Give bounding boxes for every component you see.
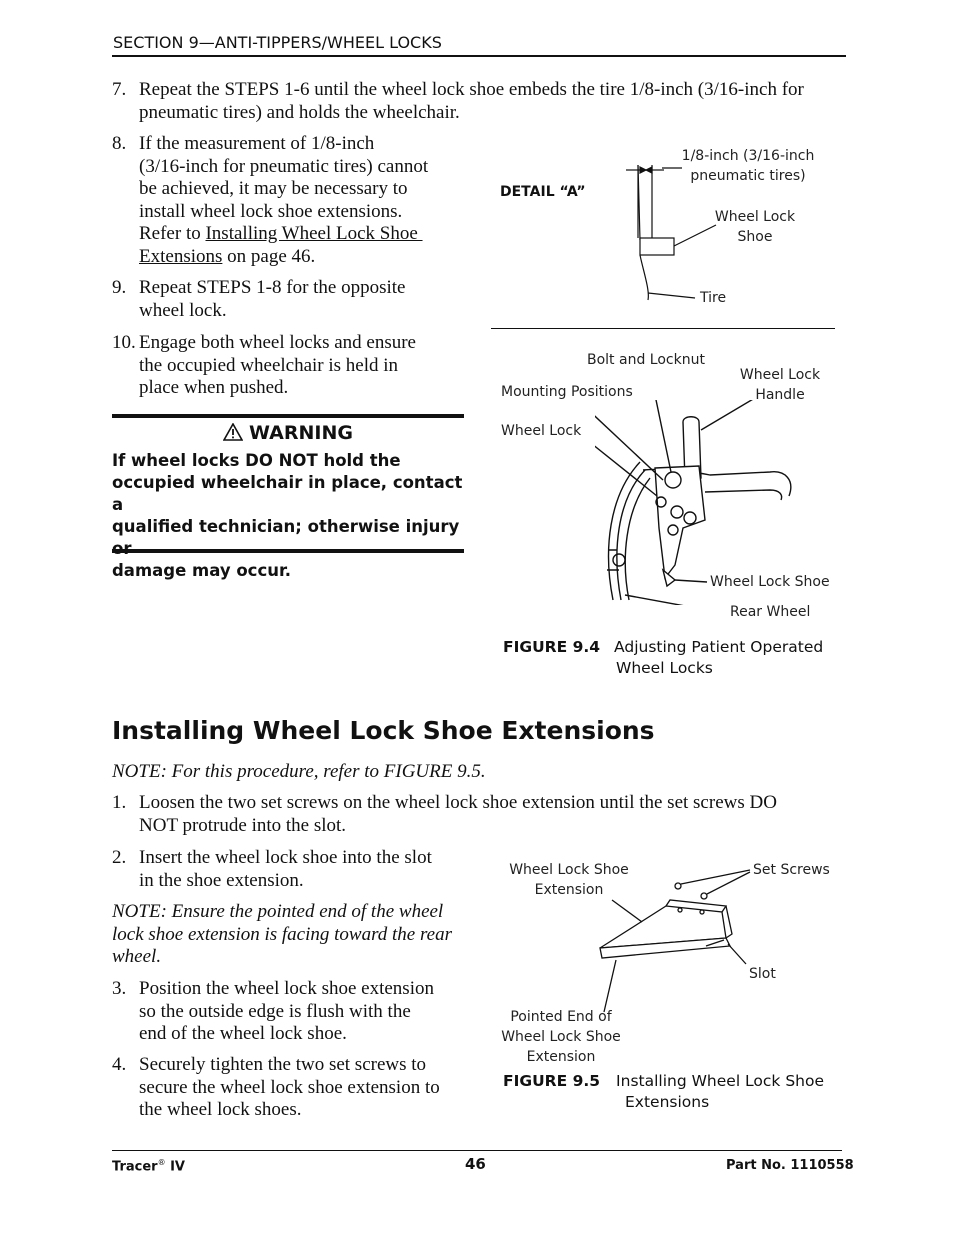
warning-body: If wheel locks DO NOT hold the occupied wheelchair in place, contact a qualified technician; otherwise injury damage may occur. (112, 451, 463, 580)
detail-tire-label: Tire (700, 290, 727, 306)
install-step-3: 3. Position the wheel lock shoe extension so the outside edge is flush with the end of the wheel lock shoe. (112, 978, 434, 1044)
figure-9-4-caption: FIGURE 9.4 Adjusting Patient Operated Wheel Locks (503, 638, 824, 677)
detail-a-title: DETAIL “A” (500, 184, 586, 200)
part-number: Part No. 1110558 (726, 1158, 854, 1173)
install-step-2: 2. Insert the wheel lock shoe into the slot in the shoe extension. (112, 847, 432, 891)
wheel-lock-shoe-label: Wheel Lock Shoe (710, 574, 830, 590)
page-number: 46 (465, 1155, 486, 1173)
warning-triangle-icon (223, 423, 243, 441)
section-title: Installing Wheel Lock Shoe Extensions (112, 716, 655, 745)
footer-product: Tracer® IV (112, 1158, 185, 1175)
warning-bottom-rule (112, 549, 464, 553)
step-8: 8. If the measurement of 1/8-inch (3/16-inch for pneumatic tires) cannot be achieved, it may be necessary to install wheel lock shoe extensions. Refer to Installing Wheel Lock Shoe Extensions on page 46. (112, 133, 429, 267)
wheel-lock-label: Wheel Lock (501, 423, 582, 439)
step-10: 10. Engage both wheel locks and ensure the occupied wheelchair is held in place when pushed. (112, 332, 416, 398)
footer-rule (112, 1150, 842, 1151)
wheel-lock-handle-label: Wheel Lock Handle (739, 367, 821, 403)
figure-9-5-caption: FIGURE 9.5 Installing Wheel Lock Shoe Extensions (503, 1072, 825, 1111)
bolt-locknut-label: Bolt and Locknut (587, 352, 705, 368)
section-header: SECTION 9—ANTI-TIPPERS/WHEEL LOCKS (113, 33, 442, 52)
set-screws-label: Set Screws (753, 862, 830, 878)
step-7: 7. Repeat the STEPS 1-6 until the wheel lock shoe embeds the tire 1/8-inch (3/16-inch for pneumatic tires) and holds the wheelchair. (112, 79, 804, 123)
warning-top-rule (112, 414, 464, 418)
installing-extensions-link[interactable]: Installing Wheel Lock Shoe (205, 223, 423, 244)
step-9: 9. Repeat STEPS 1-8 for the opposite wheel lock. (112, 277, 406, 321)
detail-shoe-label: Wheel Lock Shoe (714, 209, 796, 245)
mounting-positions-label: Mounting Positions (501, 384, 633, 400)
detail-divider (491, 328, 835, 329)
detail-measure-label: 1/8-inch (3/16-inch pneumatic tires) (681, 148, 815, 184)
extension-label: Wheel Lock Shoe Extension (509, 862, 629, 898)
slot-label: Slot (749, 966, 776, 982)
note-refer-figure: NOTE: For this procedure, refer to FIGURE 9.5. (112, 761, 486, 782)
note-pointed-end: NOTE: Ensure the pointed end of the wheel lock shoe extension is facing toward the rear wheel. (112, 901, 453, 967)
install-step-1: 1. Loosen the two set screws on the wheel lock shoe extension until the set screws DO NOT protrude into the slot. (112, 792, 777, 836)
rear-wheel-label: Rear Wheel (730, 604, 811, 620)
installing-extensions-link-2[interactable]: Extensions (139, 245, 223, 267)
header-rule (112, 55, 846, 57)
warning-heading: WARNING (112, 422, 464, 450)
install-step-4: 4. Securely tighten the two set screws to secure the wheel lock shoe extension to the wheel lock shoes. (112, 1054, 440, 1120)
pointed-end-label: Pointed End of Wheel Lock Shoe Extension (501, 1009, 621, 1065)
